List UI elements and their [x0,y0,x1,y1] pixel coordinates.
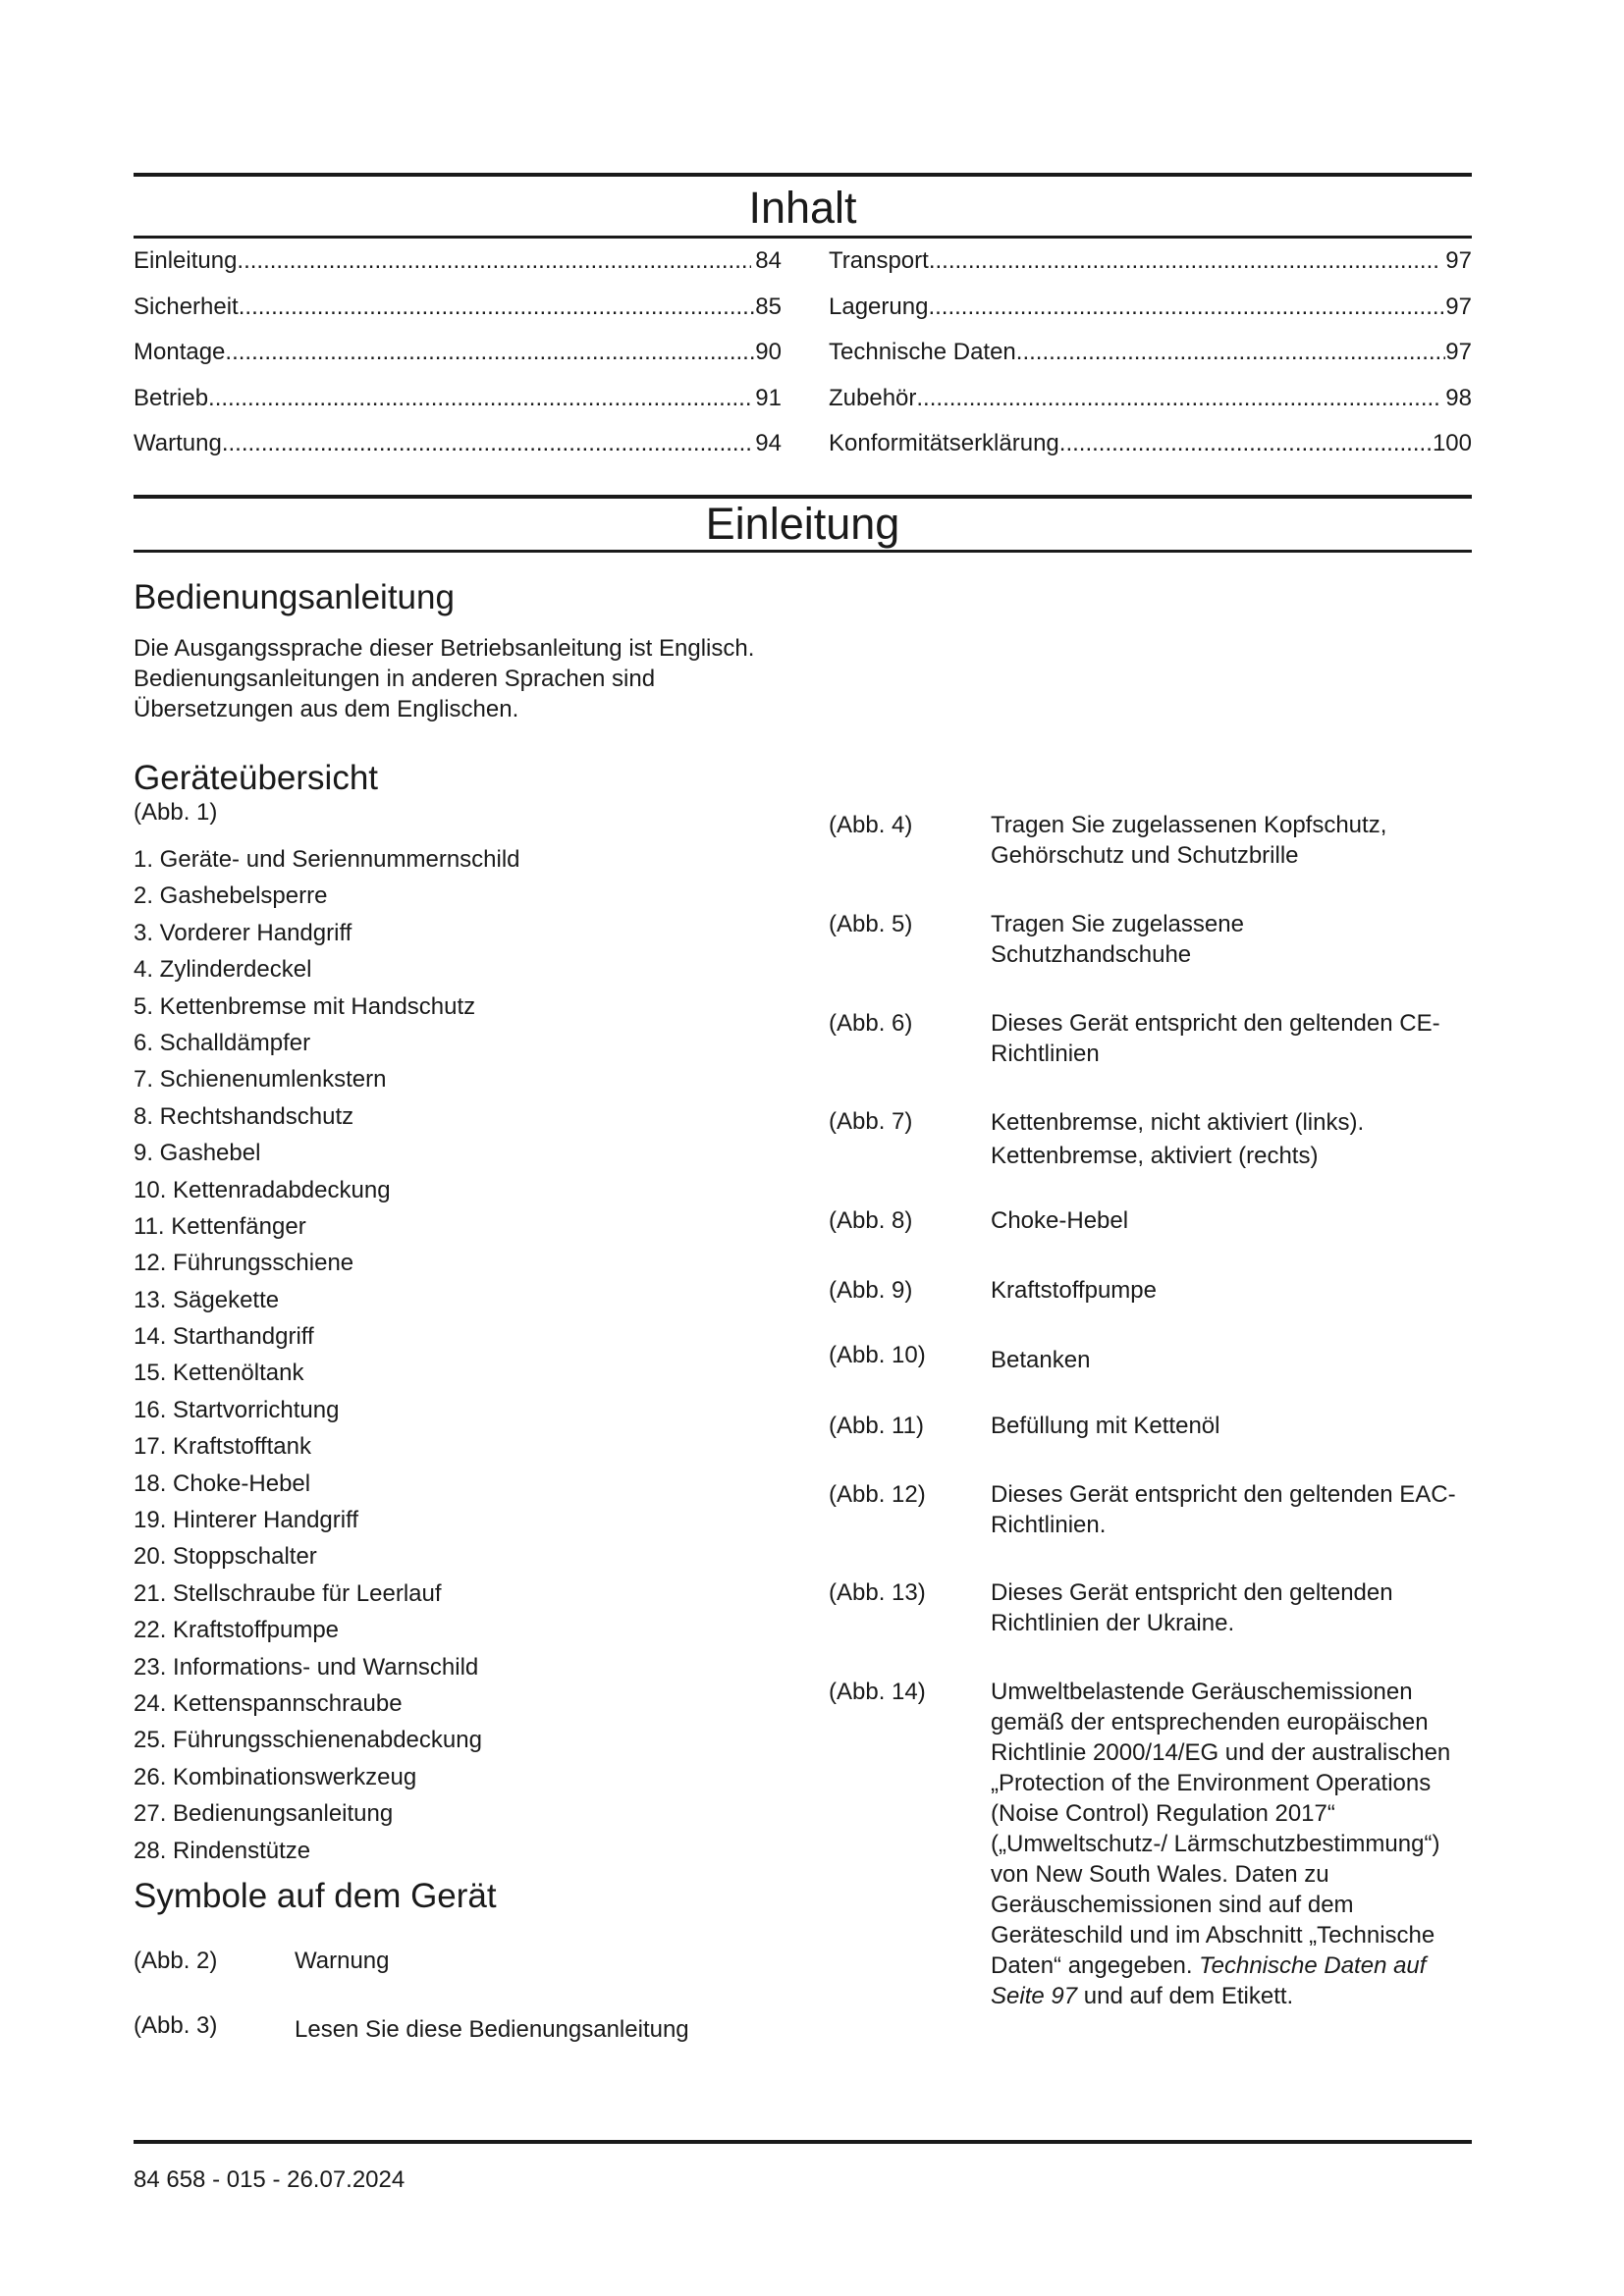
list-item: 20. Stoppschalter [134,1543,317,1571]
list-item: 16. Startvorrichtung [134,1396,340,1423]
symbol-ref: (Abb. 13) [829,1579,926,1606]
toc-top-rule [134,173,1472,177]
toc-entry[interactable]: Wartung ..... 94 [134,430,782,460]
list-item: 13. Sägekette [134,1286,280,1313]
symbol-text: Kettenbremse, nicht aktiviert (links). Kettenbremse, aktiviert (rechts) [991,1109,1365,1169]
list-item: 4. Zylinderdeckel [134,956,312,984]
toc-entry[interactable]: Technische Daten ..... 97 [829,339,1472,369]
symbol-ref: (Abb. 5) [829,911,913,937]
footer-rule [134,2140,1472,2144]
list-item: 27. Bedienungsanleitung [134,1800,394,1828]
list-item: 19. Hinterer Handgriff [134,1507,359,1534]
toc-entry[interactable]: Montage ..... 90 [134,339,782,369]
symbol-ref: (Abb. 8) [829,1207,913,1234]
toc-title-rule [134,236,1472,239]
toc-entry[interactable]: Lagerung ..... 97 [829,294,1472,324]
list-item: 21. Stellschraube für Leerlauf [134,1579,442,1607]
symbol-text: Warnung [295,1948,390,1974]
symbol-ref: (Abb. 14) [829,1679,926,1705]
manual-heading: Bedienungsanleitung [134,578,455,616]
symbol-text: Tragen Sie zugelassenen Kopfschutz, Gehörschutz und Schutzbrille [991,812,1387,869]
list-item: 3. Vorderer Handgriff [134,919,352,946]
intro-title: Einleitung [705,499,900,549]
toc-left-column [134,247,782,476]
list-item: 22. Kraftstoffpumpe [134,1617,340,1644]
symbol-ref: (Abb. 3) [134,2012,218,2039]
list-item: 17. Kraftstofftank [134,1433,311,1461]
toc-entry[interactable]: Zubehör ..... 98 [829,385,1472,415]
list-item: 2. Gashebelsperre [134,882,328,910]
list-item: 5. Kettenbremse mit Handschutz [134,992,476,1020]
list-item: 15. Kettenöltank [134,1360,304,1387]
symbol-text: Befüllung mit Kettenöl [991,1413,1220,1439]
overview-heading: Geräteübersicht [134,759,379,797]
symbol-ref: (Abb. 2) [134,1948,218,1974]
symbol-ref: (Abb. 9) [829,1277,913,1304]
list-item: 12. Führungsschiene [134,1250,354,1277]
symbols-heading: Symbole auf dem Gerät [134,1877,497,1915]
symbol-ref: (Abb. 6) [829,1010,913,1037]
list-item: 28. Rindenstütze [134,1837,311,1864]
list-item: 24. Kettenspannschraube [134,1689,403,1717]
symbol-text: Choke-Hebel [991,1207,1129,1234]
intro-title-rule [134,550,1472,553]
list-item: 18. Choke-Hebel [134,1469,311,1497]
technical-data-link[interactable]: Technische Daten auf Seite 97 [991,1952,1427,2009]
symbol-ref: (Abb. 4) [829,812,913,838]
list-item: 26. Kombinationswerkzeug [134,1763,417,1790]
toc-entry[interactable]: Sicherheit ..... 85 [134,294,782,324]
symbol-text: Dieses Gerät entspricht den geltenden CE-Richtlinien [991,1010,1440,1067]
symbol-ref: (Abb. 10) [829,1342,926,1368]
list-item: 25. Führungsschienenabdeckung [134,1727,482,1754]
list-item: 11. Kettenfänger [134,1212,306,1240]
toc-entry[interactable]: Transport ..... 97 [829,247,1472,278]
toc-title: Inhalt [748,183,857,233]
symbol-text: Dieses Gerät entspricht den geltenden Richtlinien der Ukraine. [991,1579,1393,1636]
symbol-ref: (Abb. 12) [829,1481,926,1508]
overview-ref: (Abb. 1) [134,799,218,826]
footer-doc-number: 84 658 - 015 - 26.07.2024 [134,2166,406,2193]
list-item: 14. Starthandgriff [134,1323,314,1351]
noise-emission-text [991,1677,1477,2011]
noise-emission-body: Umweltbelastende Geräuschemissionen gemäß der entsprechenden europäischen Richtlinie 2000/14/EG und der australischen „Protection of the Environment Operations (Noise Control) Regulation 2017“ („Umweltschutz-/ Lärmschutzbestimmung“) von New South Wales. Daten zu Geräuschemissionen sind auf dem Geräteschild und im Abschnitt „Technische Daten“ angegeben. [991,1679,1451,1979]
list-item: 7. Schienenumlenkstern [134,1066,387,1094]
symbol-text: Lesen Sie diese Bedienungsanleitung [295,2016,689,2043]
list-item: 8. Rechtshandschutz [134,1102,354,1130]
toc-entry[interactable]: Konformitätserklärung ..... 100 [829,430,1472,460]
symbol-text: Dieses Gerät entspricht den geltenden EAC-Richtlinien. [991,1481,1456,1538]
toc-right-column [829,247,1472,476]
symbol-ref: (Abb. 11) [829,1413,924,1439]
symbol-text: Kraftstoffpumpe [991,1277,1157,1304]
toc-entry[interactable]: Einleitung ..... 84 [134,247,782,278]
list-item: 6. Schalldämpfer [134,1029,311,1056]
noise-emission-tail: und auf dem Etikett. [1077,1983,1294,2009]
parts-list [134,841,520,1869]
toc-entry[interactable]: Betrieb ..... 91 [134,385,782,415]
list-item: 10. Kettenradabdeckung [134,1176,391,1203]
manual-text: Die Ausgangssprache dieser Betriebsanleitung ist Englisch. Bedienungsanleitungen in anderen Sprachen sind Übersetzungen aus dem Englischen. [134,635,755,722]
list-item: 1. Geräte- und Seriennummernschild [134,846,520,873]
list-item: 23. Informations- und Warnschild [134,1653,479,1681]
symbol-text: Betanken [991,1347,1091,1373]
symbol-text: Tragen Sie zugelassene Schutzhandschuhe [991,911,1244,968]
symbol-ref: (Abb. 7) [829,1108,913,1135]
list-item: 9. Gashebel [134,1140,261,1167]
